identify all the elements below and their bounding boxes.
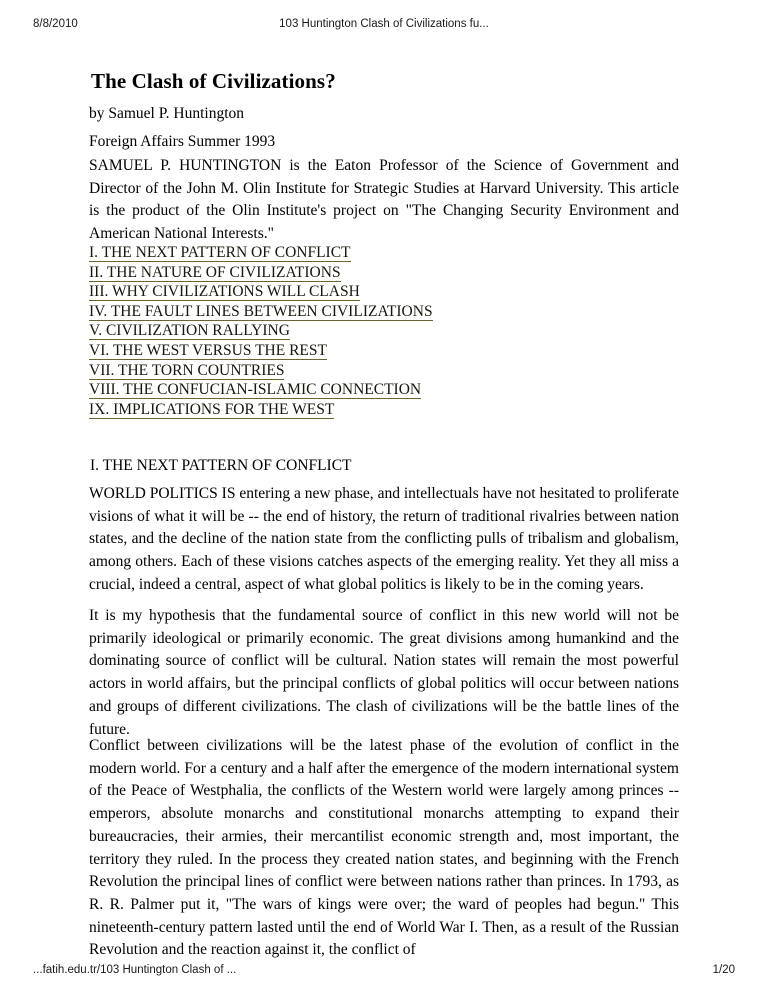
toc-link-7[interactable]: VII. THE TORN COUNTRIES [89, 361, 285, 379]
toc-link-9[interactable]: IX. IMPLICATIONS FOR THE WEST [89, 400, 335, 418]
toc-item [89, 263, 679, 283]
toc-item [89, 341, 679, 361]
print-footer-url: ...fatih.edu.tr/103 Huntington Clash of ... [33, 964, 237, 976]
body-paragraph: WORLD POLITICS IS entering a new phase, and intellectuals have not hesitated to proliferate visions of what it will be -- the end of history, the return of traditional rivalries between nation states, and the decline of the nation state from the conflicting pulls of tribalism and globalism, among others. Each of these visions catches aspects of the emerging reality. Yet they all miss a crucial, indeed a central, aspect of what global politics is likely to be in the coming years. [89, 485, 679, 593]
print-footer-page-number: 1/20 [712, 964, 735, 976]
author-byline: by Samuel P. Huntington [89, 105, 245, 122]
toc-item [89, 302, 679, 322]
toc-link-6[interactable]: VI. THE WEST VERSUS THE REST [89, 341, 327, 359]
toc-item [89, 361, 679, 381]
print-header-date: 8/8/2010 [33, 18, 78, 30]
body-paragraph: It is my hypothesis that the fundamental source of conflict in this new world will not be primarily ideological or primarily economic. The great divisions among humankind and the dominating source of conflict will be cultural. Nation states will remain the most powerful actors in world affairs, but the principal conflicts of global politics will occur between nations and groups of different civilizations. The clash of civilizations will be the battle lines of the future. [89, 607, 679, 738]
toc-item [89, 380, 679, 400]
author-bio: SAMUEL P. HUNTINGTON is the Eaton Professor of the Science of Government and Director of the John M. Olin Institute for Strategic Studies at Harvard University. This article is the product of the Olin Institute's project on "The Changing Security Environment and American National Interests." [89, 157, 679, 242]
toc-link-3[interactable]: III. WHY CIVILIZATIONS WILL CLASH [89, 283, 360, 301]
toc-item [89, 321, 679, 341]
toc-link-4[interactable]: IV. THE FAULT LINES BETWEEN CIVILIZATIONS [89, 302, 433, 320]
page-title: The Clash of Civilizations? [91, 69, 336, 93]
print-header [0, 16, 768, 32]
print-footer [0, 962, 768, 978]
section-heading: I. THE NEXT PATTERN OF CONFLICT [90, 457, 352, 474]
print-header-title: 103 Huntington Clash of Civilizations fu... [279, 18, 489, 30]
toc-link-5[interactable]: V. CIVILIZATION RALLYING [89, 322, 290, 340]
toc-item [89, 400, 679, 420]
toc-item [89, 282, 679, 302]
publication-info: Foreign Affairs Summer 1993 [89, 133, 276, 150]
table-of-contents [89, 243, 679, 419]
toc-link-2[interactable]: II. THE NATURE OF CIVILIZATIONS [89, 263, 341, 281]
body-paragraph: Conflict between civilizations will be the latest phase of the evolution of conflict in the modern world. For a century and a half after the emergence of the modern international system of the Peace of Westphalia, the conflicts of the Western world were largely among princes -- emperors, absolute monarchs and constitutional monarchs attempting to expand their bureaucracies, their armies, their mercantilist economic strength and, most important, the territory they ruled. In the process they created nation states, and beginning with the French Revolution the principal lines of conflict were between nations rather than princes. In 1793, as R. R. Palmer put it, "The wars of kings were over; the ward of peoples had begun." This nineteenth-century pattern lasted until the end of World War I. Then, as a result of the Russian Revolution and the reaction against it, the conflict of [89, 737, 679, 959]
toc-link-1[interactable]: I. THE NEXT PATTERN OF CONFLICT [89, 244, 351, 261]
toc-link-8[interactable]: VIII. THE CONFUCIAN-ISLAMIC CONNECTION [89, 381, 422, 399]
toc-item [89, 243, 679, 263]
